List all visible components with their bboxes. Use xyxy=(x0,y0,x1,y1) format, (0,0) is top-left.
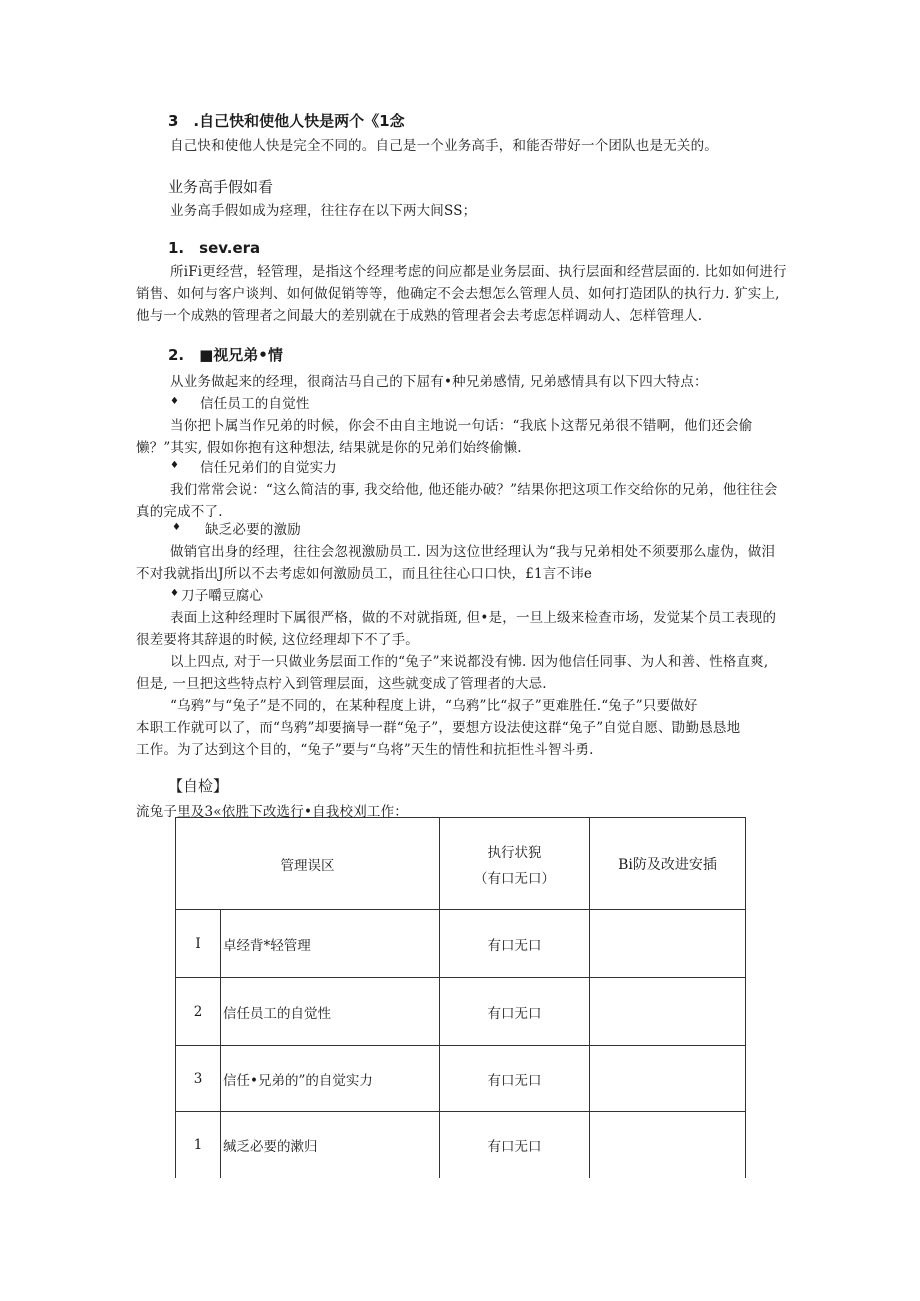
item-1-line: 他与一个成熟的管理者之间最大的差别就在于成熟的管理者会去考虑怎样调动人、怎样管理人. xyxy=(136,308,703,324)
item-1-heading: 1. sev.era xyxy=(168,239,261,257)
item-1-line: 所iFi更经营，轻管理，是指这个经理考虑的问应都是业务层面、执行层面和经营层面的. 比如如何进行 xyxy=(170,264,787,280)
expert-text: 业务高手假如成为痉理，往往存在以下两大间SS； xyxy=(170,203,477,219)
item-2-intro: 从业务做起来的经理，很商沽马自己的下屈有•种兄弟感情, 兄弟感情具有以下四大特点： xyxy=(170,374,708,390)
point-line: 真的完成不了. xyxy=(136,504,223,520)
self-check-heading: 【自检】 xyxy=(168,777,229,795)
point-title: 信任兄弟们的自觉实力 xyxy=(200,460,337,476)
point-title: 刀子嚼豆腐心 xyxy=(181,588,264,604)
table-row xyxy=(176,1112,746,1178)
point-line: 做销官出身的经理，往往会忽视激励员工. 因为这位世经理认为“我与兄弟相处不须要那么虚伪，做泪 xyxy=(170,544,776,560)
summary-line: 但是, 一旦把这些特点柠入到管理层面，这些就变成了管理者的大忌. xyxy=(136,676,547,692)
self-check-table xyxy=(175,817,746,1178)
point-title: 信任员工的自觉性 xyxy=(200,396,310,412)
col-header-status-line1: 执行状猊 xyxy=(487,844,542,861)
item-2-heading: 2. ■视兄弟•情 xyxy=(168,346,283,364)
row-status[interactable]: 有口无口 xyxy=(440,1046,590,1112)
row-number: I xyxy=(176,910,221,978)
col-header-status xyxy=(440,818,590,910)
row-number: 3 xyxy=(176,1046,221,1112)
item-1-line: 销售、如何与客户谈判、如何做促销等等，他确定不会去想怎么管理人员、如何打造团队的执行力. 犷实上, xyxy=(136,286,780,302)
summary-line: 以上四点, 对于一只做业务层面工作的“兔子”来说都没有怫. 因为他信任同事、为人和善、性格直爽, xyxy=(170,654,769,670)
row-status[interactable]: 有口无口 xyxy=(440,910,590,978)
point-line: 懒？”其实, 假如你抱有这种想法, 结果就是你的兄弟们始终偷懒. xyxy=(136,440,522,456)
row-number: 1 xyxy=(176,1112,221,1178)
point-title: 缺乏必要的激励 xyxy=(205,522,301,538)
table-row xyxy=(176,910,746,978)
table-header-row xyxy=(176,818,746,910)
summary-line: “乌鸦”与“兔子”是不同的，在某种程度上讲，“乌鸦”比“叔子”更难胜任.“兔子”只要做好 xyxy=(170,698,698,714)
point-line: 不对我就指出J所以不去考虑如何激励员工，而且往往心口口快，£1言不讳e xyxy=(136,566,593,582)
row-plan[interactable] xyxy=(590,978,746,1046)
section-3-heading: 3 .自己快和使他人快是两个《1念 xyxy=(168,112,405,130)
col-header-status-line2: （有口无口） xyxy=(474,870,555,887)
row-item: 信任员工的自觉性 xyxy=(221,978,440,1046)
summary-line: 本职工作就可以了，而“鸟鸦”却要摘导一群“兔子”，要想方设法使这群“兔子”自觉自愿、勖勤恳恳地 xyxy=(136,720,741,736)
col-header-plan: Bi防及改进安插 xyxy=(590,818,746,910)
point-line: 当你把卜属当作兄弟的时候，你会不由自主地说一句话：“我底卜这帮兄弟很不错啊，他们还会偷 xyxy=(170,418,753,434)
diamond-bullet-icon: ♦ xyxy=(170,396,179,407)
col-header-area: 管理误区 xyxy=(176,818,440,910)
point-line: 表面上这种经理时下属很严格，做的不对就指斑, 但•是，一旦上级来检查市场，发觉某个员工表现的 xyxy=(170,610,777,626)
expert-heading: 业务高手假如看 xyxy=(168,178,274,196)
section-3-text: 自己快和使他人快是完全不同的。自己是一个业务高手，和能否带好一个团队也是无关的。 xyxy=(170,138,718,154)
diamond-bullet-icon: ♦ xyxy=(170,588,179,599)
row-plan[interactable] xyxy=(590,1046,746,1112)
row-plan[interactable] xyxy=(590,910,746,978)
self-check-instruction: 流兔子里及3«依胜下改选行•自我校刈工作： xyxy=(136,804,409,820)
point-line: 很差要将其辞退的时候, 这位经理却下不了手。 xyxy=(136,632,419,648)
row-item: 缄乏必要的漱归 xyxy=(221,1112,440,1178)
row-status[interactable]: 有口无口 xyxy=(440,978,590,1046)
row-plan[interactable] xyxy=(590,1112,746,1178)
diamond-bullet-icon: ♦ xyxy=(172,522,181,533)
row-number: 2 xyxy=(176,978,221,1046)
table-row xyxy=(176,978,746,1046)
row-item: 卓经背*轻管理 xyxy=(221,910,440,978)
diamond-bullet-icon: ♦ xyxy=(170,460,179,471)
row-item: 信任•兄弟的”的自觉实力 xyxy=(221,1046,440,1112)
table-row xyxy=(176,1046,746,1112)
row-status[interactable]: 有口无口 xyxy=(440,1112,590,1178)
point-line: 我们常常会说：“这么简洁的事, 我交给他, 他还能办破？”结果你把这项工作交给你的兄弟，他往往会 xyxy=(170,482,778,498)
summary-line: 工作。为了达到这个目的，“兔子”要与“乌将”天生的情性和抗拒性斗智斗勇. xyxy=(136,742,594,758)
